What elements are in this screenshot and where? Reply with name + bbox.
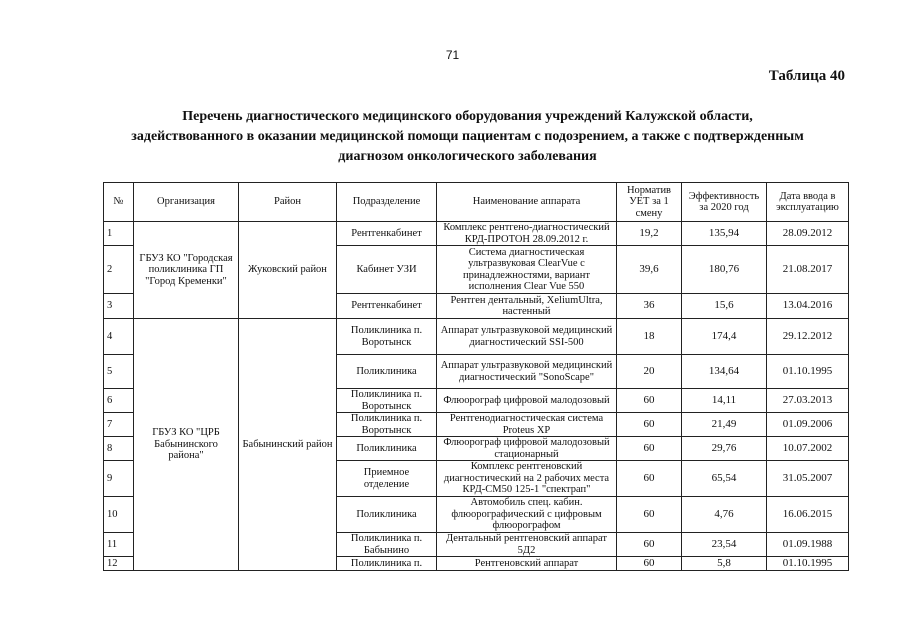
organization-cell: ГБУЗ КО "Городская поликлиника ГП "Город Кременки": [134, 222, 239, 319]
district-cell: Бабынинский район: [239, 319, 337, 571]
header-organization: Организация: [134, 183, 239, 222]
table-label: Таблица 40: [768, 68, 845, 84]
header-device: Наименование аппарата: [437, 183, 617, 222]
norm-cell: 60: [617, 533, 682, 557]
table-row: [104, 222, 849, 246]
efficiency-cell: 21,49: [682, 413, 767, 437]
norm-cell: 18: [617, 319, 682, 355]
title-line-3: диагнозом онкологического заболевания: [338, 149, 597, 164]
efficiency-cell: 174,4: [682, 319, 767, 355]
efficiency-cell: 29,76: [682, 437, 767, 461]
department-cell: Поликлиника п. Бабынино: [337, 533, 437, 557]
norm-cell: 60: [617, 437, 682, 461]
date-cell: 10.07.2002: [767, 437, 849, 461]
row-num: 7: [104, 413, 134, 437]
row-num: 9: [104, 461, 134, 497]
efficiency-cell: 23,54: [682, 533, 767, 557]
organization-cell: ГБУЗ КО "ЦРБ Бабынинского района": [134, 319, 239, 571]
equipment-table: [103, 182, 849, 571]
device-cell: Комплекс рентгеновский диагностический на 2 рабочих места КРД-СМ50 125-1 "спектрап": [437, 461, 617, 497]
device-cell: Флюорограф цифровой малодозовый стационарный: [437, 437, 617, 461]
efficiency-cell: 14,11: [682, 389, 767, 413]
title-line-2: задействованного в оказании медицинской помощи пациентам с подозрением, а также с подтвержденным: [131, 129, 804, 144]
norm-cell: 36: [617, 294, 682, 319]
norm-cell: 20: [617, 355, 682, 389]
date-cell: 21.08.2017: [767, 246, 849, 294]
header-district: Район: [239, 183, 337, 222]
header-date: Дата ввода в эксплуатацию: [767, 183, 849, 222]
device-cell: Рентгенодиагностическая система Proteus XP: [437, 413, 617, 437]
efficiency-cell: 5,8: [682, 557, 767, 571]
table-row: [104, 319, 849, 355]
efficiency-cell: 15,6: [682, 294, 767, 319]
date-cell: 29.12.2012: [767, 319, 849, 355]
date-cell: 01.10.1995: [767, 557, 849, 571]
header-efficiency: Эффективность за 2020 год: [682, 183, 767, 222]
row-num: 6: [104, 389, 134, 413]
norm-cell: 60: [617, 497, 682, 533]
row-num: 4: [104, 319, 134, 355]
date-cell: 27.03.2013: [767, 389, 849, 413]
row-num: 3: [104, 294, 134, 319]
date-cell: 28.09.2012: [767, 222, 849, 246]
device-cell: Аппарат ультразвуковой медицинский диагностический "SonoScape": [437, 355, 617, 389]
title-line-1: Перечень диагностического медицинского оборудования учреждений Калужской области,: [182, 109, 753, 124]
row-num: 2: [104, 246, 134, 294]
efficiency-cell: 65,54: [682, 461, 767, 497]
efficiency-cell: 4,76: [682, 497, 767, 533]
department-cell: Поликлиника п.: [337, 557, 437, 571]
device-cell: Комплекс рентгено-диагностический КРД-ПРОТОН 28.09.2012 г.: [437, 222, 617, 246]
date-cell: 01.09.2006: [767, 413, 849, 437]
header-norm: Норматив УЕТ за 1 смену: [617, 183, 682, 222]
device-cell: Система диагностическая ультразвуковая ClearVue с принадлежностями, вариант исполнения Clear Vue 550: [437, 246, 617, 294]
norm-cell: 60: [617, 461, 682, 497]
department-cell: Поликлиника: [337, 497, 437, 533]
date-cell: 13.04.2016: [767, 294, 849, 319]
norm-cell: 60: [617, 389, 682, 413]
norm-cell: 39,6: [617, 246, 682, 294]
norm-cell: 19,2: [617, 222, 682, 246]
device-cell: Автомобиль спец. кабин. флюорографический с цифровым флюорографом: [437, 497, 617, 533]
department-cell: Поликлиника п. Воротынск: [337, 319, 437, 355]
page-number: 71: [445, 48, 460, 62]
device-cell: Дентальный рентгеновский аппарат 5Д2: [437, 533, 617, 557]
row-num: 8: [104, 437, 134, 461]
date-cell: 01.10.1995: [767, 355, 849, 389]
norm-cell: 60: [617, 413, 682, 437]
department-cell: Поликлиника п. Воротынск: [337, 413, 437, 437]
document-title: [70, 107, 865, 167]
department-cell: Рентгенкабинет: [337, 222, 437, 246]
district-cell: Жуковский район: [239, 222, 337, 319]
department-cell: Приемное отделение: [337, 461, 437, 497]
efficiency-cell: 134,64: [682, 355, 767, 389]
department-cell: Рентгенкабинет: [337, 294, 437, 319]
date-cell: 31.05.2007: [767, 461, 849, 497]
date-cell: 16.06.2015: [767, 497, 849, 533]
table-header-row: [104, 183, 849, 222]
department-cell: Поликлиника: [337, 355, 437, 389]
row-num: 1: [104, 222, 134, 246]
device-cell: Флюорограф цифровой малодозовый: [437, 389, 617, 413]
header-num: №: [104, 183, 134, 222]
device-cell: Рентген дентальный, XeliumUltra, настенный: [437, 294, 617, 319]
efficiency-cell: 135,94: [682, 222, 767, 246]
row-num: 11: [104, 533, 134, 557]
department-cell: Поликлиника п. Воротынск: [337, 389, 437, 413]
efficiency-cell: 180,76: [682, 246, 767, 294]
row-num: 10: [104, 497, 134, 533]
header-department: Подразделение: [337, 183, 437, 222]
row-num: 12: [104, 557, 134, 571]
device-cell: Аппарат ультразвуковой медицинский диагностический SSI-500: [437, 319, 617, 355]
device-cell: Рентгеновский аппарат: [437, 557, 617, 571]
department-cell: Поликлиника: [337, 437, 437, 461]
date-cell: 01.09.1988: [767, 533, 849, 557]
row-num: 5: [104, 355, 134, 389]
norm-cell: 60: [617, 557, 682, 571]
department-cell: Кабинет УЗИ: [337, 246, 437, 294]
